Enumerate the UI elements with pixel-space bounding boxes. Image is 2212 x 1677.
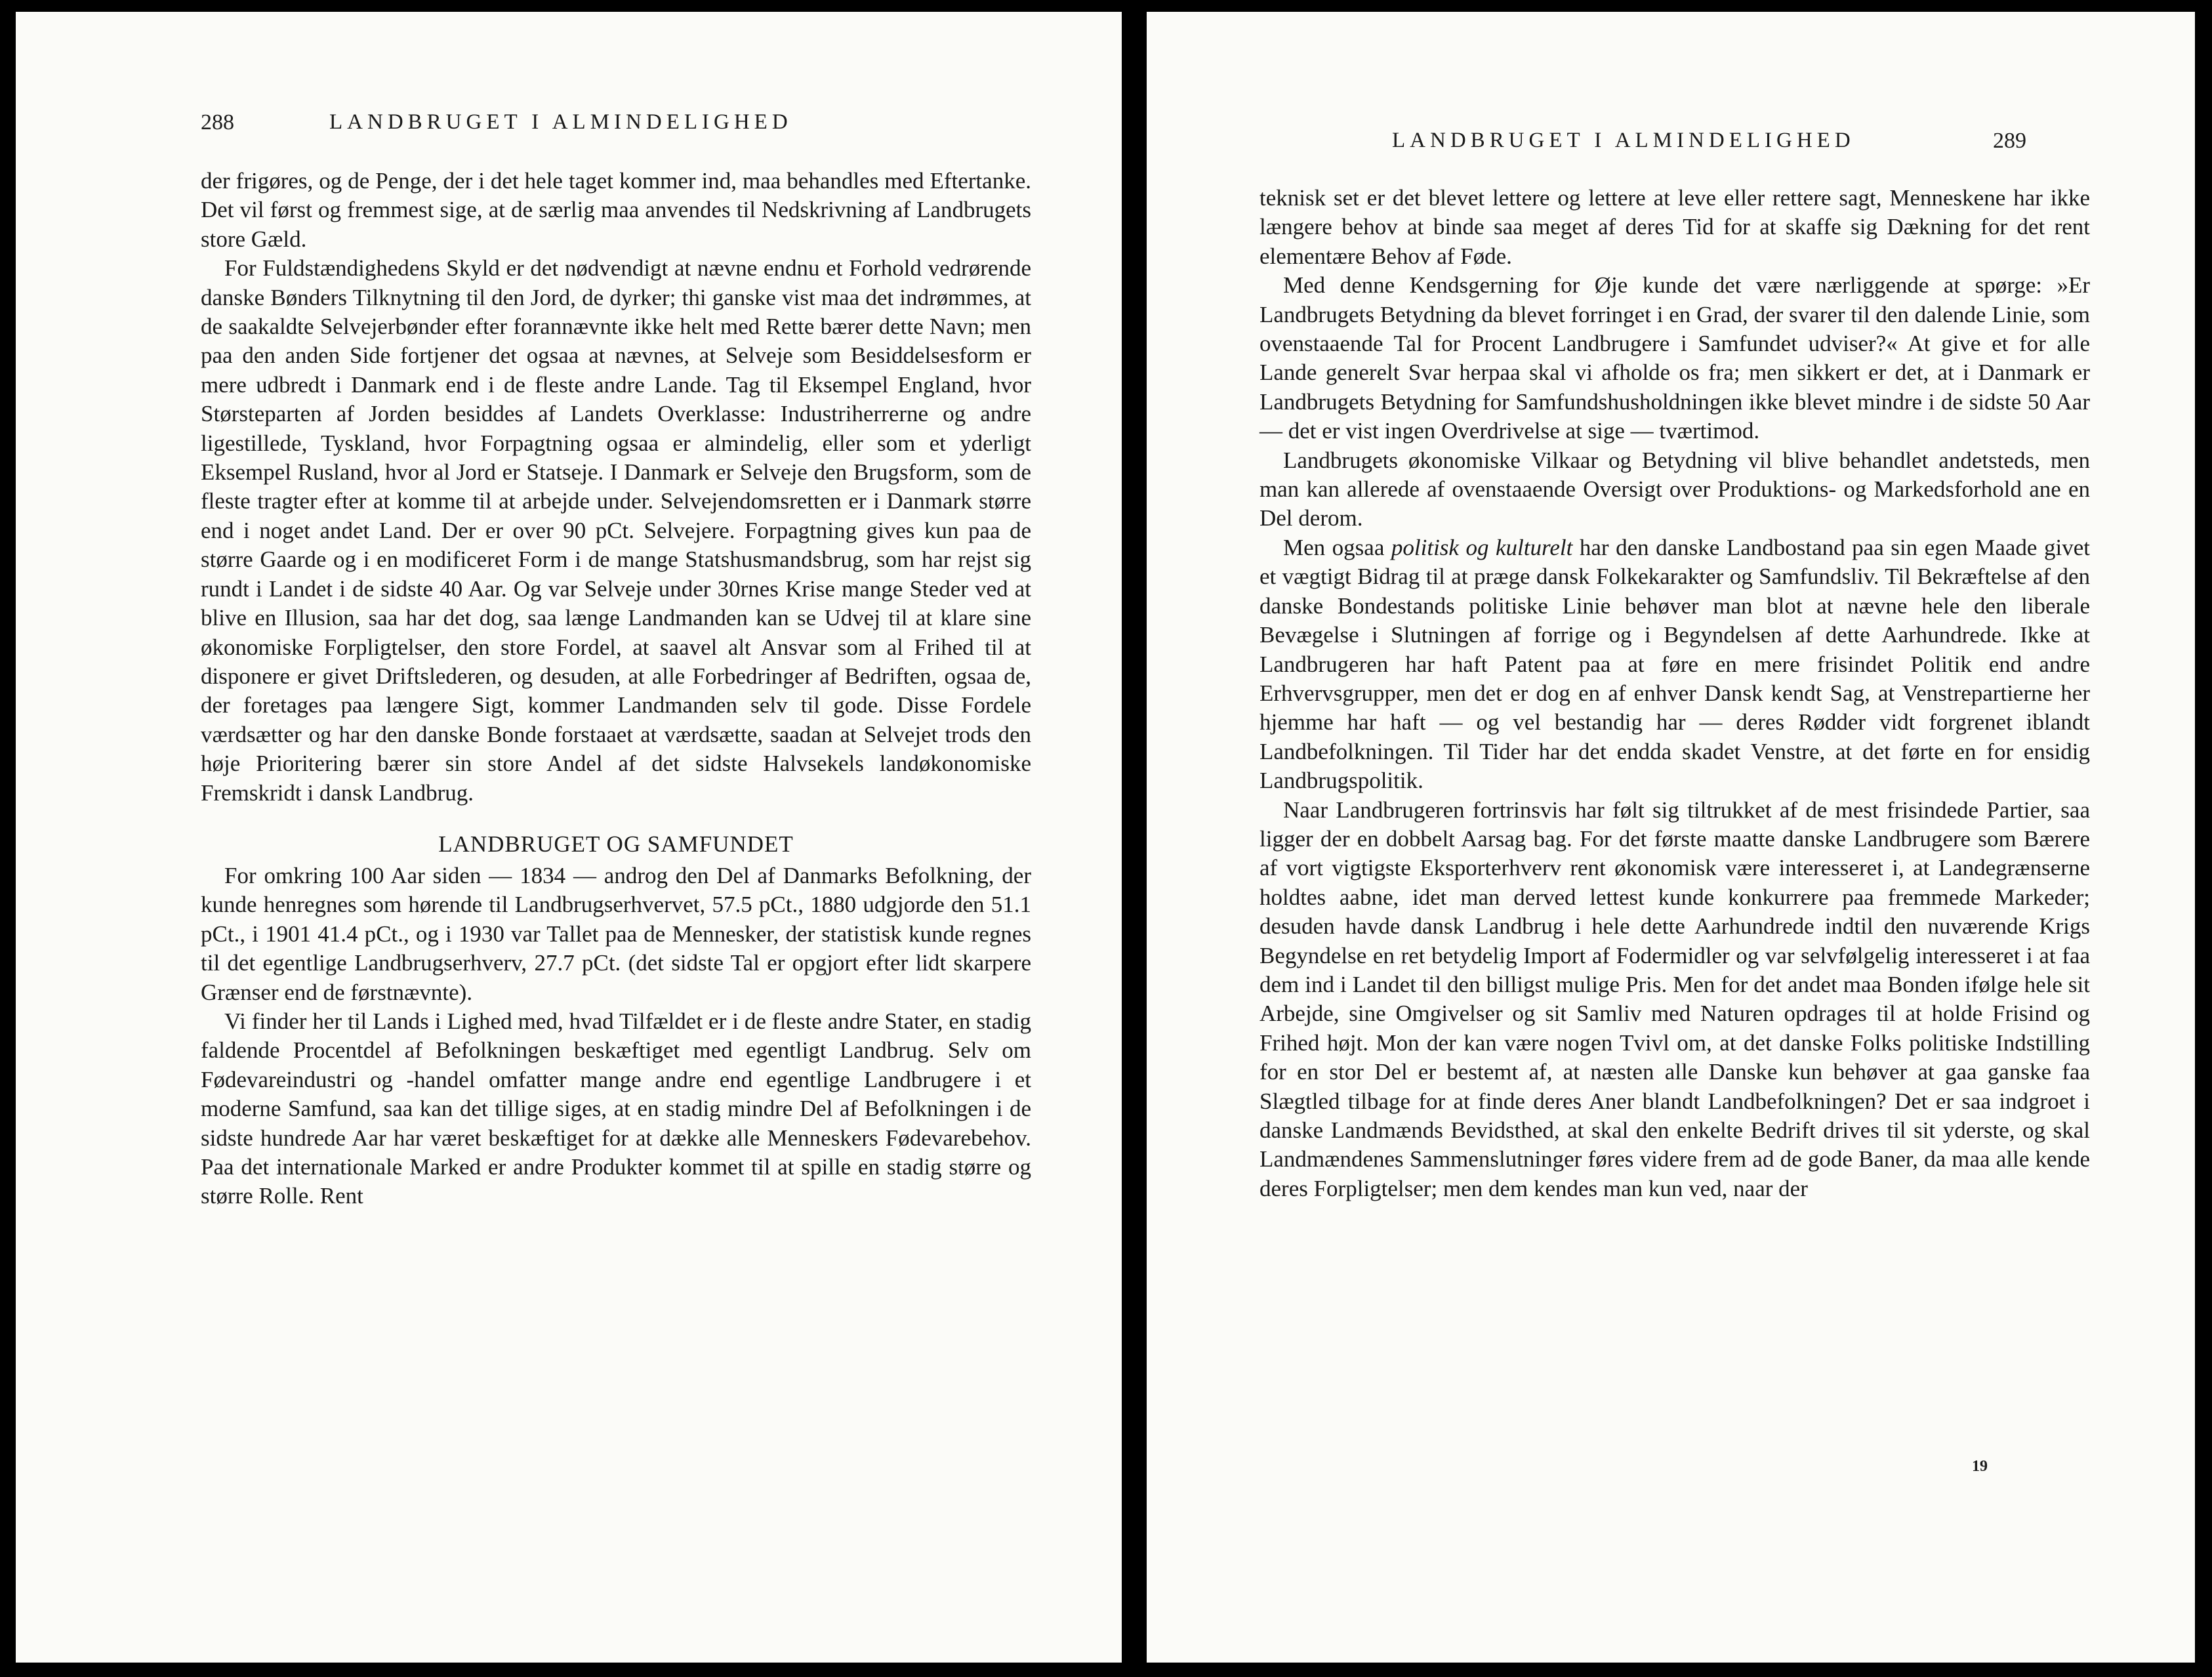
paragraph: For omkring 100 Aar siden — 1834 — androg den Del af Danmarks Befolkning, der kunde henregnes som hørende til Landbrugserhvervet, 57.5 pCt., 1880 udgjorde den 51.1 pCt., i 1901 41.4 pCt., og i 1930 var Tallet paa de Mennesker, der statistisk kunde regnes til det egentlige Landbrugserhverv, 27.7 pCt. (det sidste Tal er opgjort efter lidt skarpere Grænser end de førstnævnte). bbox=[201, 862, 1031, 1005]
body-text bbox=[201, 167, 1031, 1211]
paragraph: For Fuldstændighedens Skyld er det nødvendigt at nævne endnu et Forhold vedrørende danske Bønders Tilknytning til den Jord, de dyrker; thi ganske vist maa det indrømmes, at de saakaldte Selvejerbønder efter forannævnte ikke helt med Rette bærer dette Navn; men paa den anden Side fortjener det ogsaa at nævnes, at Selveje som Besiddelsesform er mere udbredt i Danmark end i de fleste andre Lande. Tag til Eksempel England, hvor Størsteparten af Jorden besiddes af Landets Overklasse: Industriherrerne og andre ligestillede, Tyskland, hvor Forpagtning ogsaa er almindelig, eller som et yderligt Eksempel Rusland, hvor al Jord er Statseje. I Danmark er Selveje den Brugsform, som de fleste tragter efter at komme til at arbejde under. Selvejendomsretten er i Danmark større end i noget andet Land. Der er over 90 pCt. Selvejere. Forpagtning gives kun paa de større Gaarde og i en modificeret Form i de mange Statshusmandsbrug, som har rejst sig rundt i Landet i de sidste 40 Aar. Og var Selveje under 30rnes Krise mange Steder ved at blive en Illusion, saa har det dog, saa længe Landmanden kan se Udvej til at klare sine økonomiske Forpligtelser, den store Fordel, at saavel alt Ansvar som al Frihed til at disponere er givet Driftslederen, og desuden, at alle Forbedringer af Bedriften, ogsaa de, der foretages paa længere Sigt, kommer Landmanden selv til gode. Disse Fordele værdsætter og har den danske Bonde forstaaet at værdsætte, saadan at Selvejet trods den høje Prioritering bærer sin store Andel af det sidste Halvsekels landøkonomiske Fremskridt i dansk Landbrug. bbox=[201, 255, 1031, 806]
page-number: 289 bbox=[1993, 129, 2026, 153]
left-page bbox=[16, 12, 1122, 1663]
paragraph: der frigøres, og de Penge, der i det hele taget kommer ind, maa behandles med Eftertanke. Det vil først og fremmest sige, at de særlig maa anvendes til Nedskrivning af Landbrugets store Gæld. bbox=[201, 168, 1031, 252]
section-heading: LANDBRUGET OG SAMFUNDET bbox=[438, 831, 794, 857]
paragraph-rest: har den danske Landbostand paa sin egen Maade givet et vægtigt Bidrag til at præge dansk Folkekarakter og Samfundsliv. Til Bekræftelse af den danske Bondestands politiske Linie behøver man blot at nævne hele den liberale Bevægelse i Slutningen af forrige og i Begyndelsen af dette Aarhundrede. Ikke at Landbrugeren har haft Patent paa at føre en mere frisindet Politik end andre Erhvervsgrupper, men det er dog en af enhver Dansk kendt Sag, at Venstrepartierne her hjemme har haft — og vel bestandig har — deres Rødder vidt forgrenet iblandt Landbefolkningen. Til Tider har det endda skadet Venstre, at det førte en for ensidig Landbrugspolitik. bbox=[1260, 534, 2090, 794]
paragraph: Vi finder her til Lands i Lighed med, hvad Tilfældet er i de fleste andre Stater, en stadig faldende Procentdel af Befolkningen beskæftiget med egentligt Landbrug. Selv om Fødevareindustri og -handel omfatter mange andre end egentlige Landbrugere i et moderne Samfund, saa kan det tillige siges, at en stadig mindre Del af Befolkningen i de sidste hundrede Aar har været beskæftiget for at dække alle Menneskers Fødevarebehov. Paa det internationale Marked er andre Produkter kommet til at spille en stadig større og større Rolle. Rent bbox=[201, 1008, 1031, 1209]
running-head: LANDBRUGET I ALMINDELIGHED bbox=[329, 110, 792, 134]
right-page bbox=[1147, 12, 2195, 1663]
paragraph: Med denne Kendsgerning for Øje kunde det være nærliggende at spørge: »Er Landbrugets Betydning da blevet forringet i en Grad, der svarer til den dalende Linie, som ovenstaaende Tal for Procent Landbrugere i Samfundet udviser?« At give et for alle Lande generelt Svar herpaa skal vi afholde os fra; men sikkert er det, at i Danmark er Landbrugets Betydning for Samfundshusholdningen ikke blevet mindre i de sidste 50 Aar — det er vist ingen Overdrivelse at sige — tværtimod. bbox=[1260, 272, 2090, 444]
body-text bbox=[1260, 184, 2090, 1203]
running-head: LANDBRUGET I ALMINDELIGHED bbox=[1392, 129, 1855, 152]
signature-mark: 19 bbox=[1972, 1458, 1988, 1475]
paragraph: Landbrugets økonomiske Vilkaar og Betydning vil blive behandlet andetsteds, men man kan allerede af ovenstaaende Oversigt over Produktions- og Markedsforhold ane en Del derom. bbox=[1260, 447, 2090, 531]
emphasis: politisk og kulturelt bbox=[1391, 534, 1573, 560]
paragraph bbox=[1260, 533, 2090, 796]
page-number: 288 bbox=[201, 110, 234, 135]
paragraph: teknisk set er det blevet lettere og lettere at leve eller rettere sagt, Menneskene har ikke længere behov at binde saa meget af deres Tid for at skaffe sig Dækning for det rent elementære Behov af Føde. bbox=[1260, 185, 2090, 269]
paragraph-start: Men ogsaa bbox=[1283, 534, 1391, 560]
paragraph: Naar Landbrugeren fortrinsvis har følt sig tiltrukket af de mest frisindede Partier, saa ligger der en dobbelt Aarsag bag. For det første maatte danske Landbrugere som Bærere af vort vigtigste Eksporterhverv rent økonomisk være interesseret i, at Landegrænserne holdtes aabne, idet man derved lettest kunde konkurrere paa fremmede Markeder; desuden havde dansk Landbrug i hele dette Aarhundrede indtil den nuværende Krigs Begyndelse en ret betydelig Import af Fodermidler og var selvfølgelig interesseret i at faa dem ind i Landet til den billigst mulige Pris. Men for det andet maa Bonden ifølge hele sit Arbejde, sine Omgivelser og sit Samliv med Naturen opdrages til at holde Frisind og Frihed højt. Mon der kan være nogen Tvivl om, at det danske Folks politiske Indstilling for en stor Del er bestemt af, at næsten alle Danske kun behøver at gaa ganske faa Slægtled tilbage for at finde deres Aner blandt Landbefolkningen? Det er saa indgroet i danske Landmænds Bevidsthed, at skal den enkelte Bedrift drives til sit yderste, og skal Landmændenes Sammenslutninger føres videre frem ad de gode Baner, da maa alle kende deres Forpligtelser; men dem kendes man kun ved, naar der bbox=[1260, 797, 2090, 1201]
